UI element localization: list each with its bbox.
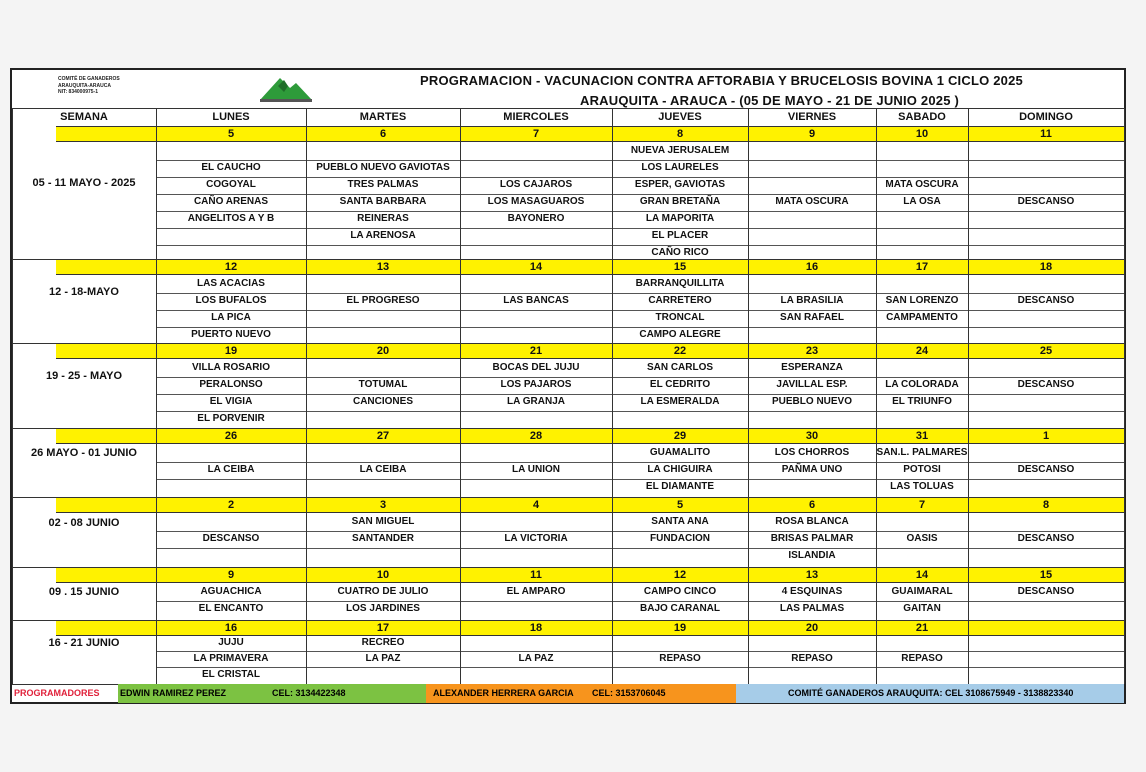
page-subtitle: ARAUQUITA - ARAUCA - (05 DE MAYO - 21 DE JUNIO 2025 ) — [580, 93, 959, 108]
vereda-entry: GUAMALITO — [649, 447, 711, 458]
date-row — [56, 567, 1124, 583]
row-line — [156, 160, 1124, 161]
row-line — [156, 194, 1124, 195]
vereda-entry: SAN RAFAEL — [780, 312, 844, 323]
row-line — [156, 310, 1124, 311]
column-line — [12, 108, 13, 684]
vereda-entry: ROSA BLANCA — [775, 516, 849, 527]
vereda-entry: PERALONSO — [199, 379, 263, 390]
column-header-miercoles: MIERCOLES — [503, 111, 569, 123]
vereda-entry: LOS MASAGUAROS — [487, 196, 585, 207]
vereda-entry: GRAN BRETAÑA — [639, 196, 721, 207]
vereda-entry: SAN.L. PALMARES — [876, 447, 968, 458]
date-number: 11 — [530, 569, 542, 581]
week-label: 12 - 18-MAYO — [49, 285, 119, 298]
org-line: COMITÉ DE GANADEROS — [58, 76, 120, 82]
vereda-entry: EL DIAMANTE — [645, 481, 715, 492]
week-label: 05 - 11 MAYO - 2025 — [32, 177, 136, 189]
vereda-entry: LOS BUFALOS — [195, 295, 267, 306]
row-line — [156, 462, 1124, 463]
header-border — [12, 108, 1124, 109]
date-number: 19 — [224, 345, 238, 357]
date-number: 5 — [676, 499, 684, 511]
vereda-entry: LAS TOLUAS — [890, 481, 954, 492]
date-number: 20 — [805, 622, 819, 634]
vereda-entry: LOS CHORROS — [774, 447, 850, 458]
footer-person-1: EDWIN RAMIREZ PEREZ — [120, 688, 227, 698]
date-number: 13 — [376, 261, 390, 273]
vereda-entry: EL PROGRESO — [346, 295, 420, 306]
vereda-entry: EL CRISTAL — [202, 669, 260, 680]
date-number: 15 — [673, 261, 687, 273]
organization-block — [58, 76, 178, 96]
vereda-entry: BARRANQUILLITA — [635, 278, 725, 289]
vereda-entry: LA OSA — [903, 196, 941, 207]
column-header-viernes: VIERNES — [787, 111, 837, 123]
row-line — [156, 411, 1124, 412]
vereda-entry: ANGELITOS A Y B — [187, 213, 275, 224]
vereda-entry: LA CHIGUIRA — [647, 464, 713, 475]
date-row — [56, 620, 1124, 636]
date-number: 8 — [1042, 499, 1050, 511]
vereda-entry: BAYONERO — [507, 213, 565, 224]
column-line — [306, 108, 307, 684]
date-number: 10 — [915, 128, 929, 140]
vereda-entry: EL PORVENIR — [197, 413, 265, 424]
date-number: 28 — [529, 430, 543, 442]
vereda-entry: SAN LORENZO — [885, 295, 959, 306]
vereda-entry: LA CEIBA — [359, 464, 407, 475]
date-number: 17 — [376, 622, 390, 634]
vereda-entry: REINERAS — [357, 213, 409, 224]
vereda-entry: LA GRANJA — [507, 396, 565, 407]
date-number: 6 — [808, 499, 816, 511]
footer-committee: COMITÉ GANADEROS ARAUQUITA: CEL 3108675949 - 3138823340 — [788, 688, 1074, 698]
vereda-entry: CAMPO ALEGRE — [639, 329, 721, 340]
vereda-entry: JAVILLAL ESP. — [776, 379, 848, 390]
vereda-entry: ESPERANZA — [781, 362, 843, 373]
date-number: 5 — [227, 128, 235, 140]
date-number: 21 — [529, 345, 543, 357]
vereda-entry: GUAIMARAL — [891, 586, 953, 597]
footer-phone-1: CEL: 3134422348 — [272, 688, 346, 698]
vereda-entry: PUEBLO NUEVO GAVIOTAS — [316, 162, 450, 173]
vereda-entry: DESCANSO — [1017, 464, 1075, 475]
vereda-entry: LAS PALMAS — [779, 603, 845, 614]
vereda-entry: SANTA ANA — [651, 516, 709, 527]
date-number: 1 — [1042, 430, 1050, 442]
vereda-entry: OASIS — [906, 533, 938, 544]
date-row — [56, 126, 1124, 142]
vereda-entry: LA CEIBA — [207, 464, 255, 475]
date-number: 3 — [379, 499, 387, 511]
row-line — [156, 228, 1124, 229]
column-header-sabado: SABADO — [898, 111, 946, 123]
vereda-entry: GAITAN — [903, 603, 941, 614]
date-number: 9 — [808, 128, 816, 140]
vereda-entry: RECREO — [361, 637, 405, 648]
vereda-entry: ESPER, GAVIOTAS — [634, 179, 726, 190]
vereda-entry: REPASO — [791, 653, 833, 664]
vereda-entry: MATA OSCURA — [885, 179, 959, 190]
week-label: 19 - 25 - MAYO — [45, 370, 122, 382]
date-number: 16 — [224, 622, 238, 634]
date-number: 18 — [1039, 261, 1053, 273]
vereda-entry: REPASO — [901, 653, 943, 664]
vereda-entry: LA UNION — [512, 464, 560, 475]
vereda-entry: LOS JARDINES — [346, 603, 420, 614]
date-number: 15 — [1039, 569, 1053, 581]
date-number: 25 — [1039, 345, 1053, 357]
vereda-entry: LA ESMERALDA — [640, 396, 720, 407]
date-number: 9 — [227, 569, 235, 581]
date-number: 14 — [915, 569, 929, 581]
vereda-entry: EL CAUCHO — [201, 162, 261, 173]
date-number: 7 — [918, 499, 926, 511]
date-number: 11 — [1040, 128, 1052, 140]
date-row — [56, 428, 1124, 444]
vereda-entry: LA MAPORITA — [645, 213, 715, 224]
column-header-jueves: JUEVES — [658, 111, 702, 123]
vereda-entry: EL ENCANTO — [198, 603, 264, 614]
row-line — [156, 601, 1124, 602]
vereda-entry: PUEBLO NUEVO — [771, 396, 853, 407]
vereda-entry: SAN CARLOS — [646, 362, 714, 373]
vereda-entry: LA COLORADA — [885, 379, 959, 390]
date-number: 8 — [676, 128, 684, 140]
date-number: 27 — [376, 430, 390, 442]
date-number: 20 — [376, 345, 390, 357]
vereda-entry: DESCANSO — [1017, 379, 1075, 390]
vereda-entry: AGUACHICA — [200, 586, 262, 597]
week-label: 16 - 21 JUNIO — [48, 637, 120, 649]
vereda-entry: CAMPO CINCO — [643, 586, 717, 597]
column-line — [968, 108, 969, 684]
date-number: 21 — [915, 622, 929, 634]
vereda-entry: REPASO — [659, 653, 701, 664]
vereda-entry: CAÑO ARENAS — [193, 196, 269, 207]
org-line: NIT: 834000975-1 — [58, 89, 99, 95]
row-line — [156, 327, 1124, 328]
row-line — [156, 245, 1124, 246]
vereda-entry: DESCANSO — [202, 533, 260, 544]
footer-phone-2: CEL: 3153706045 — [592, 688, 666, 698]
vereda-entry: LOS CAJAROS — [499, 179, 573, 190]
footer-person-2: ALEXANDER HERRERA GARCIA — [433, 688, 574, 698]
vereda-entry: LA BRASILIA — [780, 295, 844, 306]
vereda-entry: MATA OSCURA — [775, 196, 849, 207]
vereda-entry: LA VICTORIA — [504, 533, 568, 544]
vereda-entry: JUJU — [218, 637, 244, 648]
date-number: 4 — [532, 499, 540, 511]
vereda-entry: CUATRO DE JULIO — [337, 586, 429, 597]
vereda-entry: VILLA ROSARIO — [192, 362, 270, 373]
vereda-entry: EL CEDRITO — [649, 379, 711, 390]
week-label: 26 MAYO - 01 JUNIO — [31, 447, 137, 459]
vereda-entry: LAS ACACIAS — [197, 278, 265, 289]
column-header-martes: MARTES — [359, 111, 407, 123]
vereda-entry: COGOYAL — [206, 179, 256, 190]
date-number: 13 — [805, 569, 819, 581]
date-number: 18 — [529, 622, 543, 634]
row-line — [156, 548, 1124, 549]
column-header-lunes: LUNES — [212, 111, 250, 123]
vereda-entry: SAN MIGUEL — [351, 516, 415, 527]
vereda-entry: LAS BANCAS — [503, 295, 569, 306]
date-number: 22 — [673, 345, 687, 357]
vereda-entry: DESCANSO — [1017, 295, 1075, 306]
vereda-entry: TRES PALMAS — [347, 179, 419, 190]
date-number: 24 — [915, 345, 929, 357]
vereda-entry: PAÑMA UNO — [781, 464, 843, 475]
column-line — [876, 108, 877, 684]
row-line — [156, 293, 1124, 294]
row-line — [156, 479, 1124, 480]
vereda-entry: TOTUMAL — [358, 379, 408, 390]
date-number: 26 — [224, 430, 238, 442]
logo-icon — [256, 74, 316, 104]
date-number: 10 — [376, 569, 390, 581]
vereda-entry: EL AMPARO — [506, 586, 566, 597]
date-number: 12 — [673, 569, 687, 581]
vereda-entry: LOS LAURELES — [641, 162, 719, 173]
date-row — [56, 343, 1124, 359]
row-line — [156, 394, 1124, 395]
vereda-entry: CAMPAMENTO — [886, 312, 958, 323]
column-line — [156, 108, 157, 684]
date-number: 6 — [379, 128, 387, 140]
vereda-entry: BAJO CARANAL — [640, 603, 720, 614]
row-line — [156, 211, 1124, 212]
row-line — [156, 177, 1124, 178]
footer-programmers-label: PROGRAMADORES — [14, 688, 100, 698]
row-line — [156, 377, 1124, 378]
date-number: 2 — [227, 499, 235, 511]
vereda-entry: CARRETERO — [648, 295, 712, 306]
vereda-entry: SANTA BARBARA — [339, 196, 427, 207]
vereda-entry: LA PICA — [211, 312, 251, 323]
vereda-entry: SANTANDER — [351, 533, 415, 544]
vereda-entry: LA PRIMAVERA — [193, 653, 269, 664]
vereda-entry: NUEVA JERUSALEM — [630, 145, 730, 156]
date-number: 14 — [529, 261, 543, 273]
date-number: 30 — [805, 430, 819, 442]
row-line — [156, 531, 1124, 532]
date-number: 23 — [805, 345, 819, 357]
vereda-entry: EL PLACER — [651, 230, 709, 241]
column-line — [612, 108, 613, 684]
vereda-entry: ISLANDIA — [788, 550, 836, 561]
column-header-semana: SEMANA — [60, 111, 108, 123]
date-number: 29 — [673, 430, 687, 442]
date-number: 7 — [532, 128, 540, 140]
date-number: 12 — [224, 261, 238, 273]
column-line — [748, 108, 749, 684]
page-title: PROGRAMACION - VACUNACION CONTRA AFTORABIA Y BRUCELOSIS BOVINA 1 CICLO 2025 — [420, 73, 1023, 88]
vereda-entry: CANCIONES — [352, 396, 414, 407]
org-line: ARAUQUITA-ARAUCA — [58, 82, 111, 89]
column-line — [460, 108, 461, 684]
date-row — [56, 497, 1124, 513]
vereda-entry: 4 ESQUINAS — [781, 586, 843, 597]
vereda-entry: BRISAS PALMAR — [770, 533, 854, 544]
vereda-entry: DESCANSO — [1017, 533, 1075, 544]
vereda-entry: CAÑO RICO — [651, 247, 709, 258]
vereda-entry: EL TRIUNFO — [892, 396, 952, 407]
vereda-entry: TRONCAL — [655, 312, 705, 323]
date-number: 16 — [805, 261, 819, 273]
vereda-entry: DESCANSO — [1017, 586, 1075, 597]
date-number: 17 — [915, 261, 929, 273]
column-line — [1124, 108, 1125, 684]
vereda-entry: POTOSI — [903, 464, 941, 475]
vereda-entry: PUERTO NUEVO — [191, 329, 271, 340]
vereda-entry: DESCANSO — [1017, 196, 1075, 207]
vereda-entry: LOS PAJAROS — [500, 379, 572, 390]
week-label: 09 . 15 JUNIO — [48, 586, 120, 598]
row-line — [156, 667, 1124, 668]
row-line — [156, 651, 1124, 652]
vereda-entry: LA PAZ — [365, 653, 401, 664]
vereda-entry: LA PAZ — [518, 653, 554, 664]
date-number: 19 — [673, 622, 687, 634]
date-number: 31 — [915, 430, 929, 442]
column-header-domingo: DOMINGO — [1019, 111, 1073, 123]
vereda-entry: BOCAS DEL JUJU — [492, 362, 580, 373]
vereda-entry: LA ARENOSA — [350, 230, 416, 241]
vereda-entry: FUNDACION — [650, 533, 710, 544]
date-row — [56, 259, 1124, 275]
week-label: 02 - 08 JUNIO — [48, 516, 120, 529]
vereda-entry: EL VIGIA — [209, 396, 253, 407]
